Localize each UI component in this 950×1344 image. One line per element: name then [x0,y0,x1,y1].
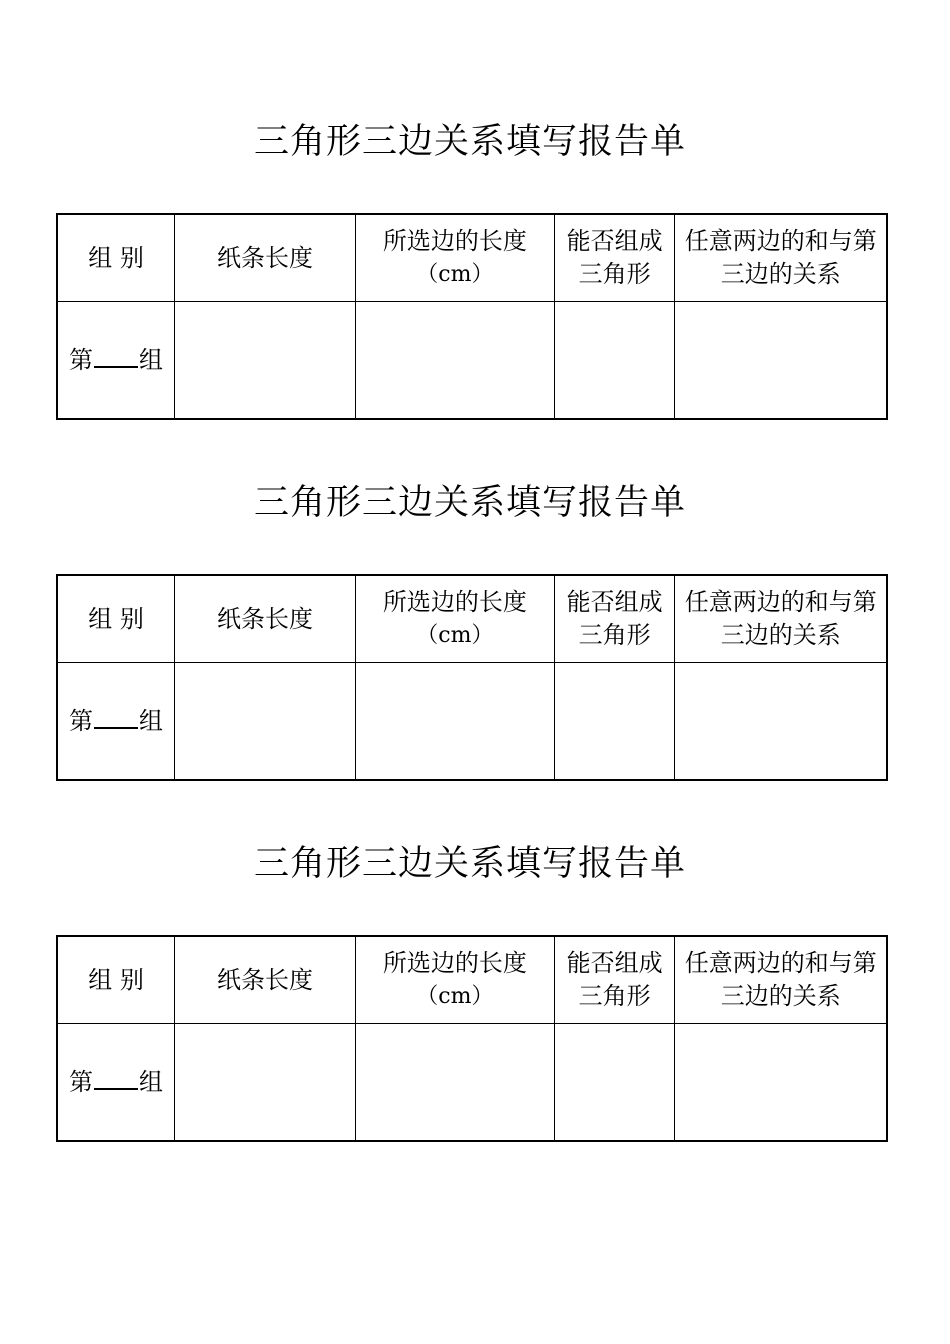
header-can-form [554,936,675,1024]
header-strip-length: 纸条长度 [175,214,356,302]
header-selected-length-unit: （cm） [416,984,494,1009]
header-can-form [554,575,675,663]
strip-length-cell[interactable] [175,663,356,781]
report-title: 三角形三边关系填写报告单 [253,483,686,523]
header-can-form-line2: 三角形 [578,982,651,1010]
header-group [57,936,175,1024]
header-selected-length [355,936,554,1024]
table-row [57,1024,887,1142]
header-group [57,575,175,663]
header-relation [675,936,887,1024]
report-table [56,213,888,420]
header-can-form [554,214,675,302]
group-suffix: 组 [139,345,164,374]
header-group-label: 组 别 [88,604,144,633]
group-number-cell [57,1024,175,1142]
header-group [57,214,175,302]
header-relation-line1: 任意两边的和与第 [684,949,877,977]
relation-cell[interactable] [675,302,887,420]
can-form-cell[interactable] [554,302,675,420]
header-selected-length-unit: （cm） [416,262,494,287]
table-header-row [57,575,887,663]
header-selected-length [355,575,554,663]
group-prefix: 第 [69,345,94,374]
table-header-row [57,936,887,1024]
strip-length-cell[interactable] [175,302,356,420]
header-can-form-line1: 能否组成 [566,227,663,255]
selected-length-cell[interactable] [355,1024,554,1142]
header-strip-length: 纸条长度 [175,936,356,1024]
header-relation-line2: 三边的关系 [720,982,841,1010]
group-number-cell [57,302,175,420]
header-group-label: 组 别 [88,243,144,272]
header-selected-length-line1: 所选边的长度 [382,588,527,616]
header-relation-line1: 任意两边的和与第 [684,227,877,255]
table-header-row [57,214,887,302]
header-relation-line2: 三边的关系 [720,621,841,649]
header-can-form-line1: 能否组成 [566,949,663,977]
relation-cell[interactable] [675,663,887,781]
header-strip-length: 纸条长度 [175,575,356,663]
selected-length-cell[interactable] [355,663,554,781]
group-prefix: 第 [69,706,94,735]
header-relation-line1: 任意两边的和与第 [684,588,877,616]
report-title: 三角形三边关系填写报告单 [253,122,686,162]
group-suffix: 组 [139,1067,164,1096]
header-relation [675,575,887,663]
strip-length-cell[interactable] [175,1024,356,1142]
header-selected-length-unit: （cm） [416,623,494,648]
selected-length-cell[interactable] [355,302,554,420]
group-number-blank[interactable] [94,344,138,368]
header-selected-length-line1: 所选边的长度 [382,227,527,255]
report-title: 三角形三边关系填写报告单 [253,844,686,884]
report-table [56,574,888,781]
header-selected-length-line1: 所选边的长度 [382,949,527,977]
can-form-cell[interactable] [554,663,675,781]
header-group-label: 组 别 [88,965,144,994]
group-number-cell [57,663,175,781]
table-row [57,302,887,420]
header-relation-line2: 三边的关系 [720,260,841,288]
group-prefix: 第 [69,1067,94,1096]
group-number-blank[interactable] [94,1066,138,1090]
relation-cell[interactable] [675,1024,887,1142]
header-can-form-line1: 能否组成 [566,588,663,616]
header-can-form-line2: 三角形 [578,260,651,288]
header-relation [675,214,887,302]
header-can-form-line2: 三角形 [578,621,651,649]
header-selected-length [355,214,554,302]
group-suffix: 组 [139,706,164,735]
report-table [56,935,888,1142]
can-form-cell[interactable] [554,1024,675,1142]
group-number-blank[interactable] [94,705,138,729]
table-row [57,663,887,781]
